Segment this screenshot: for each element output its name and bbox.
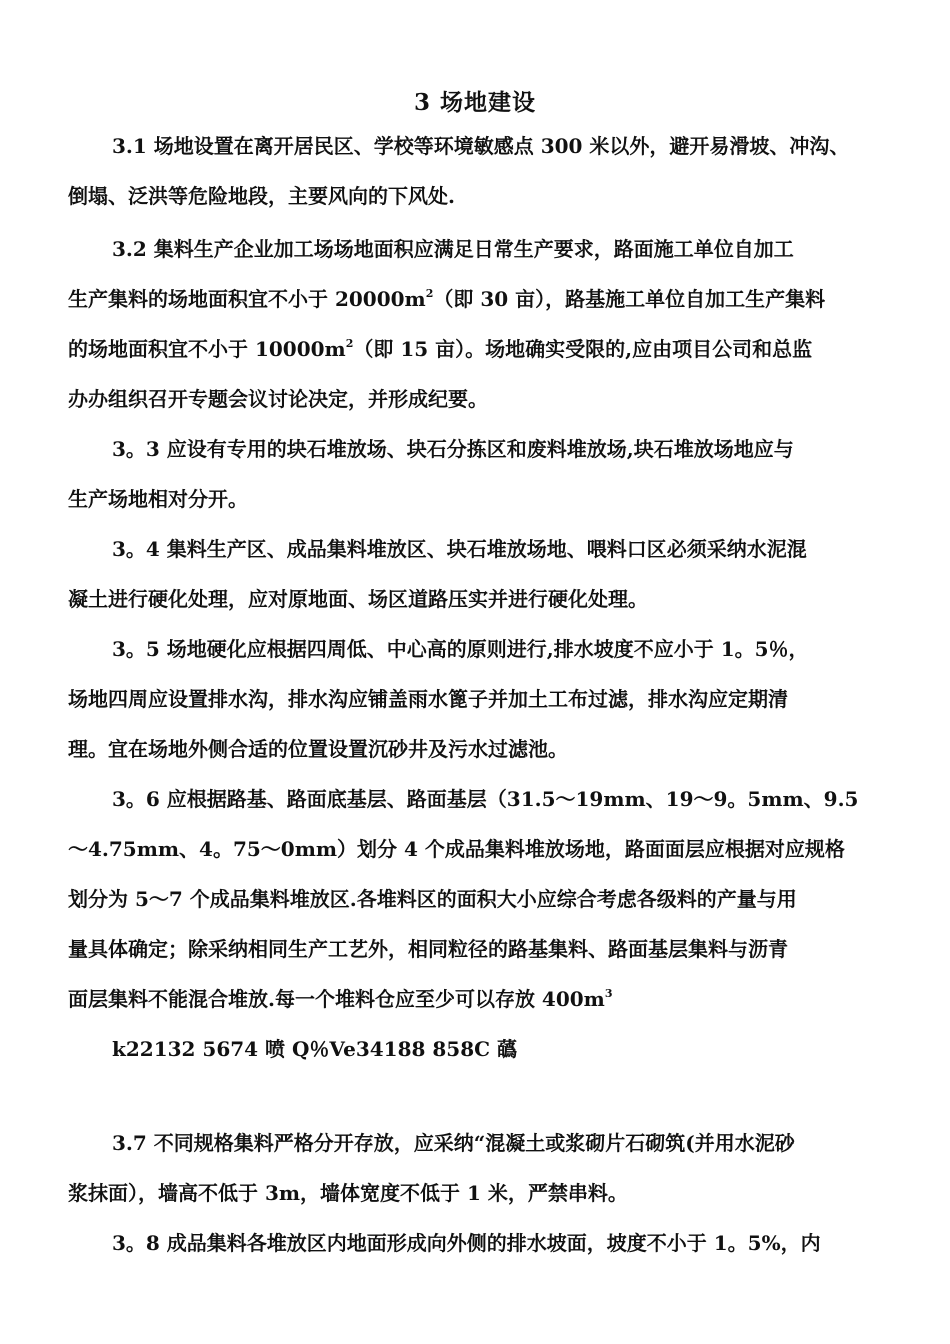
page-title: 3 场地建设 — [413, 89, 536, 116]
paragraph-line: ～4.75mm、4。75～0mm）划分 4 个成品集料堆放场地，路面面层应根据对应规格 — [68, 837, 845, 861]
paragraph-3-5 — [68, 624, 890, 774]
paragraph-line: 面层集料不能混合堆放.每一个堆料仓应至少可以存放 $400m^3$ — [68, 987, 613, 1011]
paragraph-line: 3.7 不同规格集料严格分开存放，应采纳“混凝土或浆砌片石砌筑(并用水泥砂 — [112, 1131, 795, 1155]
paragraph-line: 场地四周应设置排水沟，排水沟应铺盖雨水篦子并加土工布过滤，排水沟应定期清 — [68, 687, 788, 711]
paragraph-line: 浆抹面），墙高不低于 3m，墙体宽度不低于 1 米，严禁串料。 — [68, 1181, 628, 1205]
paragraph-line: 3。6 应根据路基、路面底基层、路面基层（31.5～19mm、19～9。5mm、9.5 — [112, 787, 859, 811]
paragraph-line: 划分为 5～7 个成品集料堆放区.各堆料区的面积大小应综合考虑各级料的产量与用 — [68, 887, 797, 911]
paragraph-line: 3.2 集料生产企业加工场场地面积应满足日常生产要求，路面施工单位自加工 — [112, 237, 794, 261]
paragraph-line: 倒塌、泛洪等危险地段，主要风向的下风处. — [68, 184, 455, 208]
paragraph-3-8 — [68, 1218, 890, 1268]
paragraph-3-7 — [68, 1118, 890, 1218]
paragraph-line: 生产集料的场地面积宜不小于 $20000m^2$（即 30 亩），路基施工单位自加工生产集料 — [68, 287, 826, 311]
paragraph-line: 3。4 集料生产区、成品集料堆放区、块石堆放场地、喂料口区必须采纳水泥混 — [112, 537, 807, 561]
paragraph-line: 3。3 应设有专用的块石堆放场、块石分拣区和废料堆放场,块石堆放场地应与 — [112, 437, 794, 461]
paragraph-line: 生产场地相对分开。 — [68, 487, 248, 511]
paragraph-line: 3。5 场地硬化应根据四周低、中心高的原则进行,排水坡度不应小于 1。5％， — [112, 637, 809, 661]
paragraph-line: 3。8 成品集料各堆放区内地面形成向外侧的排水坡面，坡度不小于 1。5%，内 — [112, 1231, 821, 1255]
paragraph-3-1 — [68, 121, 890, 221]
paragraph-line: 理。宜在场地外侧合适的位置设置沉砂井及污水过滤池。 — [68, 737, 568, 761]
paragraph-line: 的场地面积宜不小于 $10000m^2$（即 15 亩）。场地确实受限的,应由项目公司和总监 — [68, 337, 813, 361]
paragraph-line: 凝土进行硬化处理，应对原地面、场区道路压实并进行硬化处理。 — [68, 587, 648, 611]
paragraph-line: k22132 5674 喷 Q％Ve34188 858C 蘤 — [112, 1037, 517, 1061]
paragraph-3-2 — [68, 224, 890, 424]
paragraph-line: 3.1 场地设置在离开居民区、学校等环境敏感点 300 米以外，避开易滑坡、冲沟、 — [112, 134, 850, 158]
paragraph-3-4 — [68, 524, 890, 624]
garbled-text-line — [68, 1024, 890, 1074]
paragraph-3-3 — [68, 424, 890, 524]
paragraph-line: 办办组织召开专题会议讨论决定，并形成纪要。 — [68, 387, 488, 411]
paragraph-3-6 — [68, 774, 890, 1024]
paragraph-line: 量具体确定；除采纳相同生产工艺外，相同粒径的路基集料、路面基层集料与沥青 — [68, 937, 788, 961]
